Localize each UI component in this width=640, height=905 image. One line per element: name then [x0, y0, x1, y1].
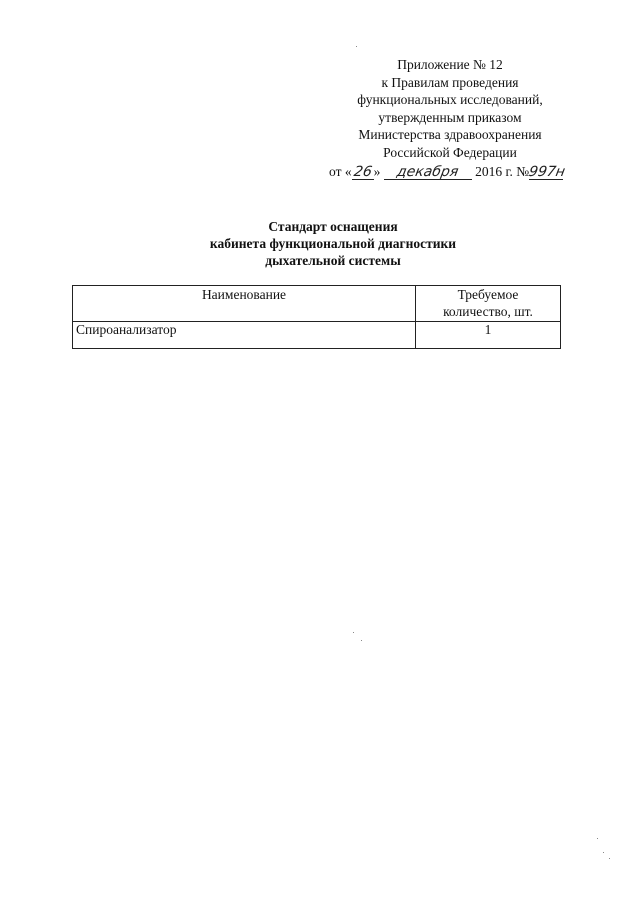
appendix-rules-ref: к Правилам проведения [381, 74, 519, 90]
header-qty-line-2: количество, шт. [443, 304, 533, 319]
order-year-text: 2016 г. № [475, 164, 530, 179]
scan-speck [353, 632, 354, 633]
appendix-header [300, 56, 600, 161]
order-number-blank [527, 164, 567, 180]
row-qty-cell: 1 [416, 322, 561, 349]
header-qty-line-1: Требуемое [457, 287, 519, 302]
scan-speck [361, 640, 362, 641]
title-line-2: кабинета функциональной диагностики [209, 236, 457, 251]
appendix-rules-subject: функциональных исследований, [357, 92, 543, 107]
scan-speck [603, 852, 604, 853]
order-date-line [329, 163, 629, 181]
header-name: Наименование [73, 286, 416, 322]
order-day-handwritten: 26 [352, 164, 373, 180]
title-line-3: дыхательной системы [265, 253, 401, 268]
order-prefix: от « [329, 164, 352, 179]
appendix-ministry: Министерства здравоохранения [358, 127, 542, 142]
row-name-cell: Спироанализатор [73, 322, 416, 349]
header-qty [416, 286, 561, 322]
appendix-approved-by: утвержденным приказом [378, 109, 522, 125]
equipment-table [72, 285, 561, 349]
table-header-row [73, 286, 561, 322]
appendix-federation: Российской Федерации [383, 144, 517, 160]
order-close-quote: » [373, 164, 381, 179]
appendix-number: Приложение № 12 [397, 57, 503, 72]
scan-speck [356, 46, 357, 47]
order-month-blank [384, 165, 472, 180]
order-number-handwritten: 997н [527, 164, 567, 180]
scan-speck [609, 858, 610, 859]
order-day-blank [352, 165, 374, 180]
title-line-1: Стандарт оснащения [268, 219, 398, 234]
table-row [73, 322, 561, 349]
document-title [100, 218, 566, 269]
scan-speck [597, 838, 598, 839]
order-month-handwritten: декабря [395, 164, 460, 180]
